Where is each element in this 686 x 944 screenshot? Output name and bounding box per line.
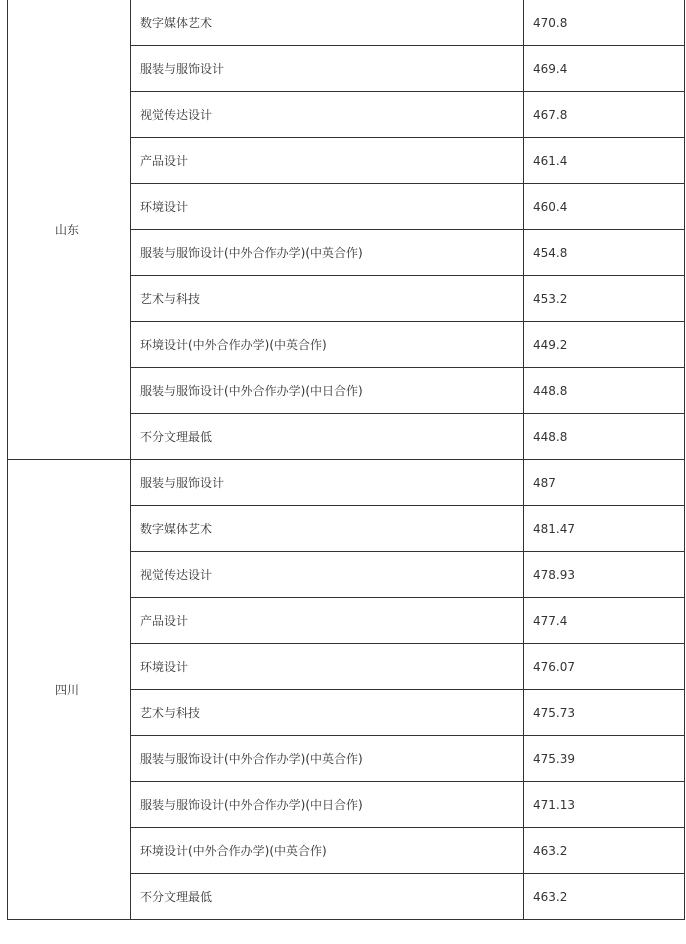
major-cell: 环境设计 xyxy=(131,644,524,690)
score-cell: 460.4 xyxy=(524,184,685,230)
admission-scores-table xyxy=(7,0,685,920)
score-cell: 475.73 xyxy=(524,690,685,736)
major-cell: 产品设计 xyxy=(131,598,524,644)
score-cell: 448.8 xyxy=(524,414,685,460)
major-cell: 产品设计 xyxy=(131,138,524,184)
major-cell: 不分文理最低 xyxy=(131,874,524,920)
major-cell: 服装与服饰设计(中外合作办学)(中日合作) xyxy=(131,368,524,414)
major-cell: 数字媒体艺术 xyxy=(131,506,524,552)
major-cell: 视觉传达设计 xyxy=(131,92,524,138)
major-cell: 服装与服饰设计(中外合作办学)(中英合作) xyxy=(131,736,524,782)
major-cell: 服装与服饰设计 xyxy=(131,46,524,92)
table-row xyxy=(8,0,685,46)
score-cell: 463.2 xyxy=(524,828,685,874)
score-cell: 469.4 xyxy=(524,46,685,92)
score-cell: 470.8 xyxy=(524,0,685,46)
score-cell: 476.07 xyxy=(524,644,685,690)
score-cell: 487 xyxy=(524,460,685,506)
score-cell: 481.47 xyxy=(524,506,685,552)
score-cell: 453.2 xyxy=(524,276,685,322)
score-cell: 467.8 xyxy=(524,92,685,138)
score-cell: 478.93 xyxy=(524,552,685,598)
score-cell: 448.8 xyxy=(524,368,685,414)
province-cell: 四川 xyxy=(8,460,131,920)
major-cell: 不分文理最低 xyxy=(131,414,524,460)
score-cell: 454.8 xyxy=(524,230,685,276)
score-cell: 463.2 xyxy=(524,874,685,920)
major-cell: 视觉传达设计 xyxy=(131,552,524,598)
score-cell: 449.2 xyxy=(524,322,685,368)
major-cell: 环境设计(中外合作办学)(中英合作) xyxy=(131,322,524,368)
major-cell: 服装与服饰设计 xyxy=(131,460,524,506)
major-cell: 环境设计 xyxy=(131,184,524,230)
table-body xyxy=(8,0,685,920)
major-cell: 艺术与科技 xyxy=(131,690,524,736)
major-cell: 服装与服饰设计(中外合作办学)(中英合作) xyxy=(131,230,524,276)
score-cell: 461.4 xyxy=(524,138,685,184)
province-cell: 山东 xyxy=(8,0,131,460)
major-cell: 环境设计(中外合作办学)(中英合作) xyxy=(131,828,524,874)
major-cell: 数字媒体艺术 xyxy=(131,0,524,46)
major-cell: 服装与服饰设计(中外合作办学)(中日合作) xyxy=(131,782,524,828)
score-cell: 471.13 xyxy=(524,782,685,828)
major-cell: 艺术与科技 xyxy=(131,276,524,322)
table-row xyxy=(8,460,685,506)
score-cell: 477.4 xyxy=(524,598,685,644)
score-cell: 475.39 xyxy=(524,736,685,782)
